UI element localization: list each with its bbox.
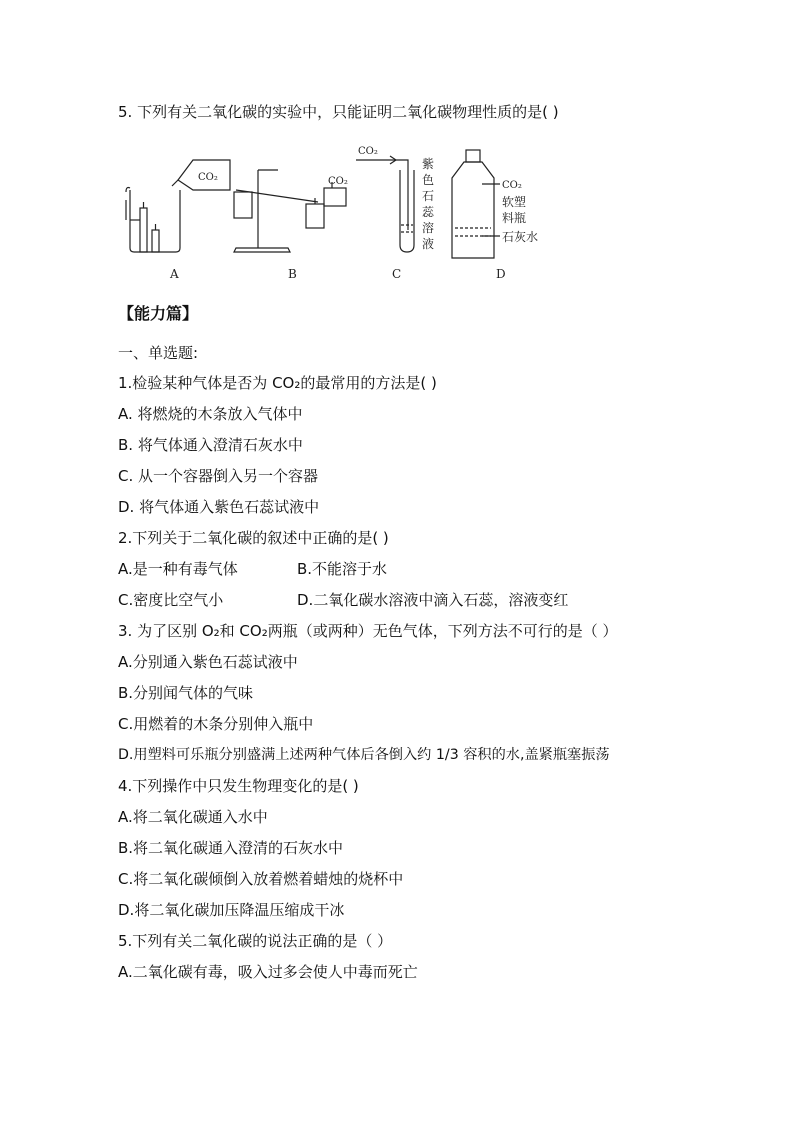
question-3-option-c: C.用燃着的木条分别伸入瓶中 — [118, 715, 314, 733]
figure-label-a: A — [170, 267, 179, 281]
question-3-option-d: D.用塑料可乐瓶分别盛满上述两种气体后各倒入约 1/3 容积的水,盖紧瓶塞振荡 — [118, 747, 610, 763]
section-subtitle: 一、单选题: — [118, 344, 199, 362]
figure-d-bottle-label-3: 石灰水 — [502, 230, 539, 244]
question-4-option-c: C.将二氧化碳倾倒入放着燃着蜡烛的烧杯中 — [118, 870, 404, 888]
question-1-option-b: B. 将气体通入澄清石灰水中 — [118, 436, 303, 454]
figure-b-co2-label: CO₂ — [328, 176, 348, 187]
question-1-stem: 1.检验某种气体是否为 CO₂的最常用的方法是( ) — [118, 374, 437, 392]
question-2-option-c: C.密度比空气小 — [118, 591, 224, 609]
question-3-option-a: A.分别通入紫色石蕊试液中 — [118, 653, 298, 671]
question-3-stem: 3. 为了区别 O₂和 CO₂两瓶（或两种）无色气体，下列方法不可行的是（ ） — [118, 622, 618, 640]
question-5-stem: 5.下列有关二氧化碳的说法正确的是（ ） — [118, 932, 393, 950]
svg-text:液: 液 — [422, 237, 435, 251]
question-4-option-b: B.将二氧化碳通入澄清的石灰水中 — [118, 839, 344, 857]
svg-text:蕊: 蕊 — [422, 205, 435, 219]
question-5-previous-stem: 5. 下列有关二氧化碳的实验中，只能证明二氧化碳物理性质的是( ) — [118, 103, 559, 121]
figure-d-bottle-label-1: 软塑 — [502, 195, 527, 209]
question-2-option-a: A.是一种有毒气体 — [118, 560, 238, 578]
question-1-option-a: A. 将燃烧的木条放入气体中 — [118, 405, 303, 423]
question-1-option-d: D. 将气体通入紫色石蕊试液中 — [118, 498, 320, 516]
experiment-figure — [118, 140, 558, 285]
svg-text:溶: 溶 — [422, 221, 435, 235]
svg-text:石: 石 — [422, 189, 435, 203]
figure-c-test-tube — [356, 156, 414, 252]
figure-c-co2-label: CO₂ — [358, 146, 378, 157]
figure-d-co2-label: CO₂ — [502, 180, 522, 191]
question-4-option-d: D.将二氧化碳加压降温压缩成干冰 — [118, 901, 345, 919]
figure-d-bottle-label-2: 料瓶 — [502, 211, 527, 225]
svg-text:色: 色 — [422, 173, 435, 187]
figure-label-c: C — [392, 267, 402, 281]
question-3-option-b: B.分别闻气体的气味 — [118, 684, 254, 702]
figure-a-co2-label: CO₂ — [198, 172, 218, 183]
question-5-option-a: A.二氧化碳有毒，吸入过多会使人中毒而死亡 — [118, 963, 418, 981]
question-2-option-b: B.不能溶于水 — [297, 560, 388, 578]
figure-label-b: B — [288, 267, 297, 281]
question-4-option-a: A.将二氧化碳通入水中 — [118, 808, 268, 826]
question-1-option-c: C. 从一个容器倒入另一个容器 — [118, 467, 319, 485]
svg-text:紫: 紫 — [422, 157, 435, 171]
question-2-stem: 2.下列关于二氧化碳的叙述中正确的是( ) — [118, 529, 389, 547]
figure-c-tube-text — [422, 156, 435, 251]
question-4-stem: 4.下列操作中只发生物理变化的是( ) — [118, 777, 359, 795]
question-2-option-d: D.二氧化碳水溶液中滴入石蕊，溶液变红 — [297, 591, 569, 609]
figure-d-plastic-bottle — [452, 150, 500, 258]
section-title: 【能力篇】 — [118, 304, 199, 323]
figure-label-d: D — [496, 267, 506, 281]
